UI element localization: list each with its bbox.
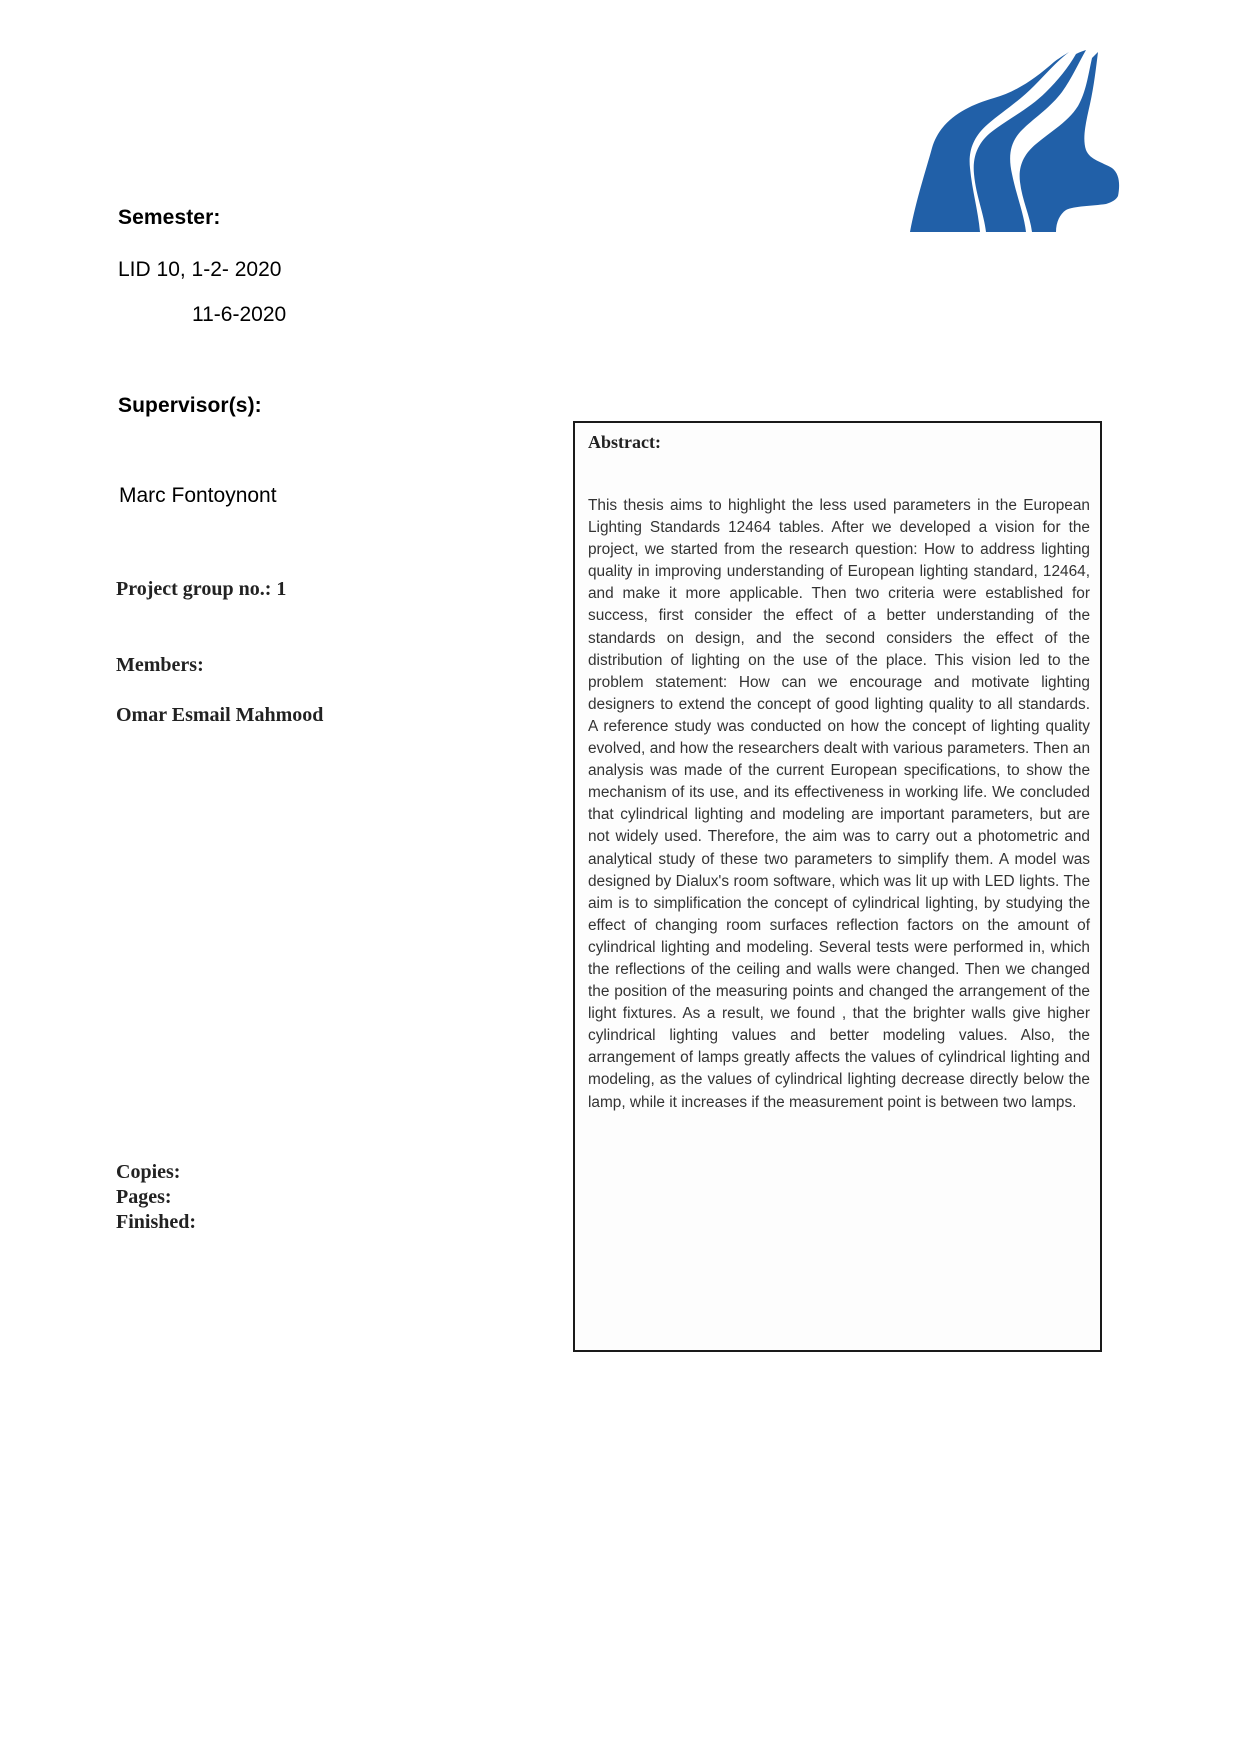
document-info-fields [116,1160,196,1235]
project-group-number: Project group no.: 1 [116,578,287,600]
copies-label: Copies: [116,1161,181,1183]
university-logo [906,50,1120,236]
abstract-title: Abstract: [588,432,661,452]
pages-label: Pages: [116,1186,172,1208]
abstract-text: This thesis aims to highlight the less used parameters in the European Lighting Standards 12464 tables. After we developed a vision for the project, we started from the research question: How to address lighting quality in improving understanding of European lighting standard, 12464, and make it more applicable. Then two criteria were established for success, first consider the effect of a better understanding of the standards on design, and the second considers the effect of the distribution of lighting on the use of the place. This vision led to the problem statement: How can we encourage and motivate lighting designers to extend the concept of good lighting quality to all standards. A reference study was conducted on how the concept of lighting quality evolved, and how the researchers dealt with various parameters. Then an analysis was made of the current European specifications, to show the mechanism of its use, and its effectiveness in working life. We concluded that cylindrical lighting and modeling are important parameters, but are not widely used. Therefore, the aim was to carry out a photometric and analytical study of these two parameters to simplify them. A model was designed by Dialux's room software, which was lit up with LED lights. The aim is to simplification the concept of cylindrical lighting, by studying the effect of changing room surfaces reflection factors on the amount of cylindrical lighting and modeling. Several tests were performed in, which the reflections of the ceiling and walls were changed. Then we changed the position of the measuring points and changed the arrangement of the light fixtures. As a result, we found , that the brighter walls give higher cylindrical lighting values and better modeling values. Also, the arrangement of lamps greatly affects the values of cylindrical lighting and modeling, as the values of cylindrical lighting decrease directly below the lamp, while it increases if the measurement point is between two lamps. [588,497,1090,1111]
semester-dates-start: LID 10, 1-2- 2020 [118,258,282,281]
finished-label: Finished: [116,1211,197,1233]
member-name: Omar Esmail Mahmood [116,704,324,726]
members-label: Members: [116,654,204,676]
abstract-box [573,421,1102,1352]
university-waves-logo-icon [906,50,1120,236]
supervisor-label: Supervisor(s): [118,394,262,417]
semester-dates-end: 11-6-2020 [192,303,287,326]
supervisor-name: Marc Fontoynont [119,484,277,507]
semester-label: Semester: [118,206,221,229]
